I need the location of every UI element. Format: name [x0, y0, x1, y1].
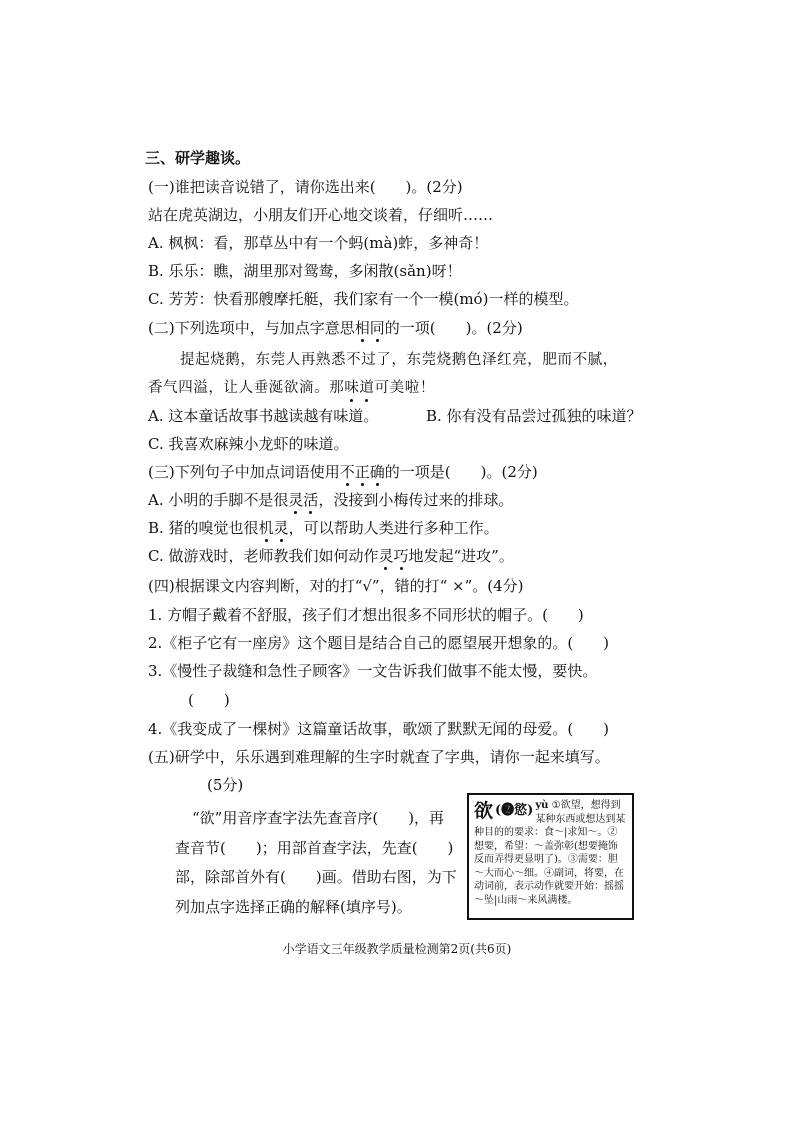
q1-intro: 站在虎英湖边，小朋友们开心地交谈着，仔细听……: [148, 206, 494, 224]
q2-prompt: [148, 318, 523, 338]
q3-prompt-text: 的一项是( )。(2分): [384, 463, 538, 481]
q3-prompt-text: (三)下列句子中加点词语使用: [148, 463, 340, 481]
q4-item-1: 1. 方帽子戴着不舒服，孩子们才想出很多不同形状的帽子。( ): [148, 606, 584, 624]
dotted-char: 巧: [393, 547, 409, 565]
q4-item-3: 3.《慢性子裁缝和急性子顾客》一文告诉我们做事不能太慢，要快。: [148, 662, 598, 680]
q4-item-3-blank: ( ): [188, 691, 230, 709]
q2-option-a: A. 这本童话故事书越读越有味道。: [148, 407, 379, 425]
q3-option-text: A. 小明的手脚不是很: [148, 491, 289, 509]
q1-prompt: (一)谁把读音说错了，请你选出来( )。(2分): [148, 178, 463, 196]
dotted-char: 确: [369, 463, 385, 481]
dotted-char: 味: [344, 380, 360, 396]
q1-option-b: B. 乐乐：瞧，湖里那对鸳鸯，多闲散(sǎn)呀！: [148, 262, 462, 280]
q3-option-text: C. 做游戏时，老师教我们如何动作: [148, 547, 379, 565]
q2-prompt-text: (二)下列选项中，与加点字意思: [148, 319, 355, 337]
dotted-char: 道: [359, 380, 375, 396]
q2-passage-line-2: [148, 378, 435, 398]
q4-item-2: 2.《柜子它有一座房》这个题目是结合自己的愿望展开想象的。( ): [148, 634, 610, 652]
dotted-char: 灵: [378, 547, 394, 565]
dotted-char: 同: [369, 319, 385, 337]
dictionary-headword: 欲: [474, 800, 494, 822]
dotted-char: 灵: [288, 491, 304, 509]
dotted-char: 正: [354, 463, 370, 481]
q2-passage-text: 可美啦！: [374, 380, 435, 396]
q1-option-c: C. 芳芳：快看那艘摩托艇，我们家有一个一模(mó)一样的模型。: [148, 290, 579, 308]
dictionary-variant: (❷慾): [495, 803, 534, 818]
q2-option-c: C. 我喜欢麻辣小龙虾的味道。: [148, 435, 349, 453]
dictionary-definitions: ①欲望，想得到某种东西或想达到某种目的的要求：食～|求知～。②想要，希望：～盖弥彰(想要掩饰反而弄得更显明了)。③需要：胆～大而心～细。④副词，将要，在动词前，表示动作就要开始：摇摇～坠|山雨～来风满楼。: [474, 800, 626, 906]
dotted-char: 机: [258, 519, 274, 537]
q5-line-1: “欲”用音序查字法先查音序( )，再: [192, 809, 445, 827]
dotted-char: 不: [339, 463, 355, 481]
q2-prompt-text: 的一项( )。(2分): [384, 319, 523, 337]
q3-prompt: [148, 462, 538, 482]
dotted-char: 相: [354, 319, 370, 337]
q4-prompt: (四)根据课文内容判断，对的打“√”，错的打“ ×”。(4分): [148, 577, 524, 595]
q5-prompt: (五)研学中，乐乐遇到难理解的生字时就查了字典，请你一起来填写。: [148, 748, 610, 766]
q5-line-3: 部，除部首外有( )画。借助右图，为下: [175, 868, 457, 886]
q2-option-b: B. 你有没有品尝过孤独的味道？: [426, 407, 642, 425]
q4-item-4: 4.《我变成了一棵树》这篇童话故事，歌颂了默默无闻的母爱。( ): [148, 720, 610, 738]
q2-passage-text: 香气四溢，让人垂涎欲滴。那: [148, 380, 345, 396]
page-footer: 小学语文三年级教学质量检测第2页(共6页): [282, 942, 512, 956]
dotted-char: 灵: [273, 519, 289, 537]
q2-passage-line-1: 提起烧鹅，东莞人再熟悉不过了，东莞烧鹅色泽红亮，肥而不腻，: [180, 352, 618, 368]
section-title: 三、研学趣谈。: [145, 149, 251, 167]
q3-option-text: ，没接到小梅传过来的排球。: [318, 491, 514, 509]
q3-option-c: [148, 546, 514, 566]
q1-option-a: A. 枫枫：看，那草丛中有一个蚂(mà)蚱，多神奇！: [148, 234, 489, 252]
q3-option-b: [148, 518, 499, 538]
dictionary-entry-box: [467, 793, 634, 920]
dictionary-pinyin: yù: [535, 800, 549, 811]
q3-option-text: 地发起“进攻”。: [408, 547, 514, 565]
q3-option-text: ，可以帮助人类进行多种工作。: [288, 519, 499, 537]
q5-line-2: 查音节( )；用部首查字法，先查( ): [175, 839, 454, 857]
q5-line-4: 列加点字选择正确的解释(填序号)。: [175, 898, 412, 916]
dotted-char: 活: [303, 491, 319, 509]
q3-option-text: B. 猪的嗅觉也很: [148, 519, 259, 537]
q3-option-a: [148, 490, 513, 510]
q5-score: (5分): [207, 776, 244, 794]
